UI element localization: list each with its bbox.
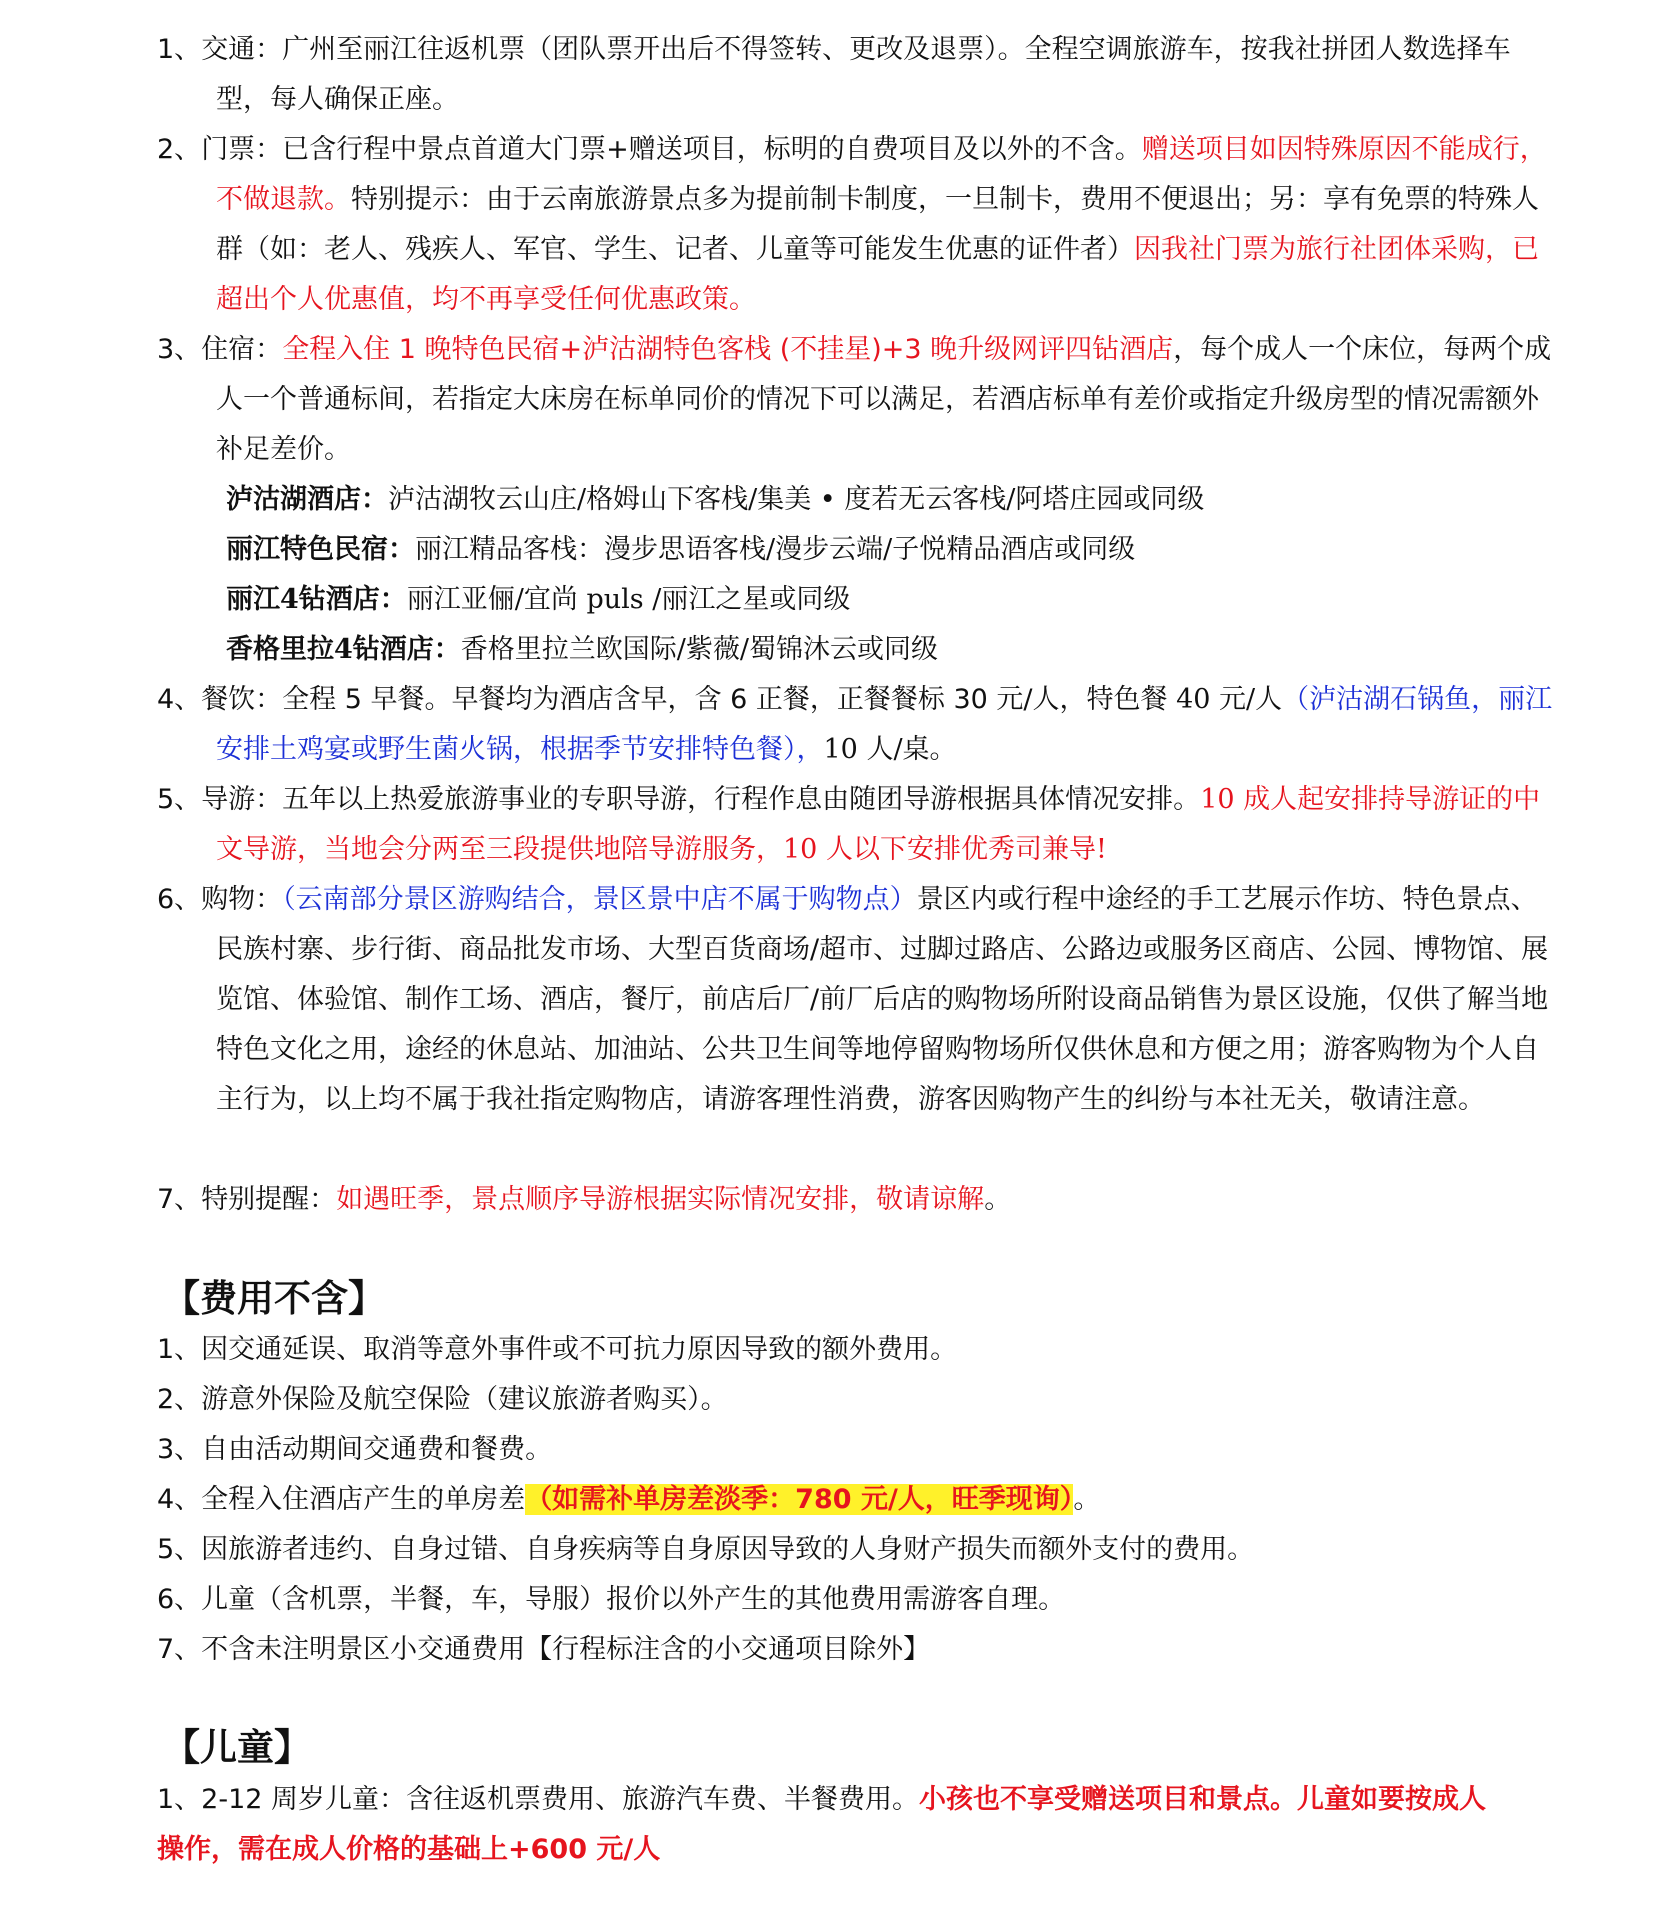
hotel-value: 泸沽湖牧云山庄/格姆山下客栈/集美 • 度若无云客栈/阿塔庄园或同级 xyxy=(388,484,1205,515)
guide-note: 10 成人起安排持导游证的中文导游，当地会分两至三段提供地陪导游服务，10 人以下安排优秀司兼导! xyxy=(216,784,1541,865)
hotel-line-lugu-lake xyxy=(226,475,1496,525)
warning-text: 赠送项目如因特殊原因不能成行，不做退款。 xyxy=(216,134,1547,215)
section-title-excluded: 【费用不含】 xyxy=(163,1277,385,1320)
excluded-item-5: 5、因旅游者违约、自身过错、自身疾病等自身原因导致的人身财产损失而额外支付的费用。 xyxy=(157,1534,1255,1565)
warning-text: 如遇旺季，景点顺序导游根据实际情况安排，敬请谅解 xyxy=(336,1184,985,1215)
included-item-6 xyxy=(157,875,1561,1125)
hotel-line-shangri-la-4diamond xyxy=(226,625,1496,675)
item-number: 5、 xyxy=(157,784,202,815)
hotel-label: 丽江4钻酒店： xyxy=(226,584,407,615)
included-item-7 xyxy=(157,1175,1561,1225)
single-room-supplement-highlight: （如需补单房差淡季：780 元/人，旺季现询） xyxy=(525,1484,1074,1515)
item-text: 餐饮：全程 5 早餐。早餐均为酒店含早，含 6 正餐，正餐餐标 30 元/人， xyxy=(201,684,1087,715)
hotel-value: 丽江精品客栈：漫步思语客栈/漫步云端/子悦精品酒店或同级 xyxy=(415,534,1136,565)
item-text: 。 xyxy=(984,1184,1012,1215)
included-item-4 xyxy=(157,675,1561,775)
excluded-item-1: 1、因交通延误、取消等意外事件或不可抗力原因导致的额外费用。 xyxy=(157,1334,958,1365)
item-text: 交通：广州至丽江往返机票（团队票开出后不得签转、更改及退票）。全程空调旅游车，按我社拼团人数选择车型，每人确保正座。 xyxy=(201,34,1511,115)
item-text: 。 xyxy=(1073,1484,1101,1515)
included-item-2 xyxy=(157,125,1561,325)
hotel-value: 丽江亚俪/宜尚 puls /丽江之星或同级 xyxy=(406,584,851,615)
included-item-1 xyxy=(157,25,1561,125)
item-number: 1、 xyxy=(157,34,202,65)
shopping-note: （云南部分景区游购结合，景区景中店不属于购物点） xyxy=(282,884,917,915)
item-text: 导游：五年以上热爱旅游事业的专职导游，行程作息由随团导游根据具体情况安排。 xyxy=(201,784,1201,815)
item-text: 门票：已含行程中景点首道大门票+赠送项目，标明的自费项目及以外的不含。 xyxy=(201,134,1142,165)
item-number: 4、 xyxy=(157,684,202,715)
item-text: ，每个成人一个床位，每两个成人一个普通标间，若指定大床房在标单同价的情况下可以满足，若酒店标单有差价或指定升级房型的情况需额外补足差价。 xyxy=(216,334,1552,465)
included-item-5 xyxy=(157,775,1561,875)
section-title-children: 【儿童】 xyxy=(163,1726,311,1769)
meal-note: （泸沽湖石锅鱼，丽江安排土鸡宴或野生菌火锅，根据季节安排特色餐）， xyxy=(216,684,1553,765)
item-text: 4、全程入住酒店产生的单房差 xyxy=(157,1484,526,1515)
item-number: 7、 xyxy=(157,1184,202,1215)
included-item-3 xyxy=(157,325,1561,475)
warning-text: 因我社门票为旅行社团体采购，已超出个人优惠值，均不再享受任何优惠政策。 xyxy=(216,234,1539,315)
children-policy-note: 小孩也不享受赠送项目和景点。儿童如要按成人操作，需在成人价格的基础上+600 元/人 xyxy=(157,1784,1487,1865)
item-text: 住宿： xyxy=(201,334,283,365)
excluded-item-6: 6、儿童（含机票，半餐，车，导服）报价以外产生的其他费用需游客自理。 xyxy=(157,1584,1066,1615)
hotel-line-lijiang-4diamond xyxy=(226,575,1496,625)
hotel-label: 香格里拉4钻酒店： xyxy=(226,634,461,665)
item-text: 景区内或行程中途经的手工艺展示作坊、特色景点、民族村寨、步行街、商品批发市场、大型百货商场/超市、过脚过路店、公路边或服务区商店、公园、博物馆、展览馆、体验馆、制作工场、酒店，餐厅，前店后厂/前厂后店的购物场所附设商品销售为景区设施，仅供了解当地特色文化之用，途经的休息站、加油站、公共卫生间等地停留购物场所仅供休息和方便之用；游客购物为个人自主行为，以上均不属于我社指定购物店，请游客理性消费，游客因购物产生的纠纷与本社无关，敬请注意。 xyxy=(216,884,1549,1115)
children-item-1 xyxy=(157,1775,1502,1875)
item-number: 2、 xyxy=(157,134,202,165)
hotel-label: 丽江特色民宿： xyxy=(226,534,415,565)
hotel-value: 香格里拉兰欧国际/紫薇/蜀锦沐云或同级 xyxy=(460,634,938,665)
hotel-line-lijiang-minsu xyxy=(226,525,1496,575)
item-number: 6、 xyxy=(157,884,202,915)
item-text: 1、2-12 周岁儿童：含往返机票费用、旅游汽车费、半餐费用。 xyxy=(157,1784,920,1815)
excluded-item-2: 2、游意外保险及航空保险（建议旅游者购买）。 xyxy=(157,1384,728,1415)
accommodation-highlight: 全程入住 1 晚特色民宿+泸沽湖特色客栈 (不挂星)+3 晚升级网评四钻酒店 xyxy=(282,334,1174,365)
item-text: 10 人/桌。 xyxy=(823,734,957,765)
item-number: 3、 xyxy=(157,334,202,365)
item-text: 特别提示：由于云南旅游景点多为提前制卡制度，一旦制卡，费用不便退出；另：享有免票的特殊人群（如：老人、残疾人、军官、学生、记者、儿童等可能发生优惠的证件者） xyxy=(216,184,1539,265)
item-text: 购物： xyxy=(201,884,283,915)
excluded-item-3: 3、自由活动期间交通费和餐费。 xyxy=(157,1434,553,1465)
excluded-item-7: 7、不含未注明景区小交通费用【行程标注含的小交通项目除外】 xyxy=(157,1634,931,1665)
hotel-label: 泸沽湖酒店： xyxy=(226,484,388,515)
excluded-item-4 xyxy=(157,1475,1561,1525)
item-text: 特色餐 40 元/人 xyxy=(1086,684,1283,715)
item-text: 特别提醒： xyxy=(201,1184,337,1215)
